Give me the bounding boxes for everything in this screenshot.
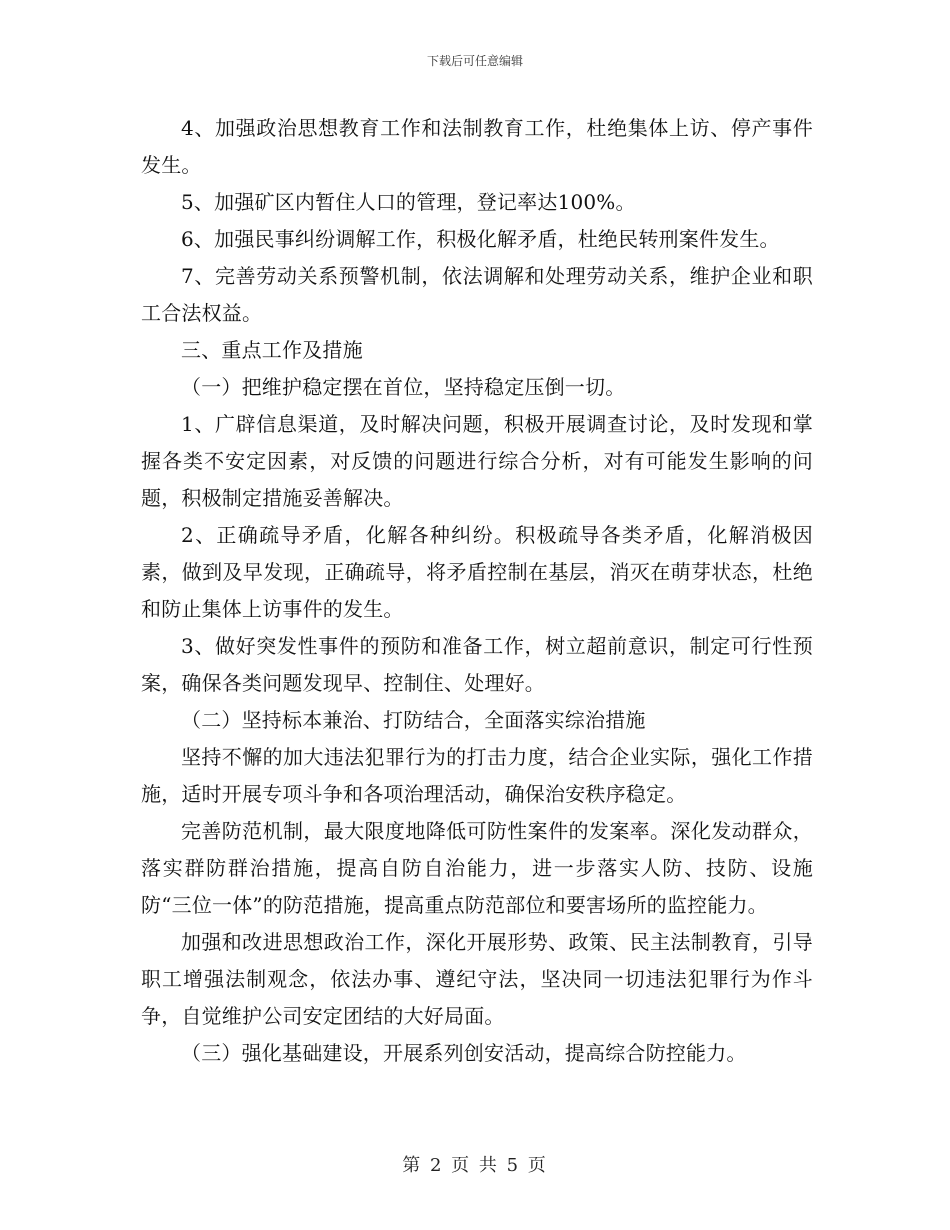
paragraph-measure-1: 1、广辟信息渠道，及时解决问题，积极开展调查讨论，及时发现和掌握各类不安定因素，对反馈的问题进行综合分析，对有可能发生影响的问题，积极制定措施妥善解决。 [141, 412, 813, 510]
paragraph-item-5: 5、加强矿区内暂住人口的管理，登记率达100%。 [181, 190, 636, 214]
subsection-heading-3: （三）强化基础建设，开展系列创安活动，提高综合防控能力。 [181, 1041, 747, 1065]
paragraph-crackdown: 坚持不懈的加大违法犯罪行为的打击力度，结合企业实际，强化工作措施，适时开展专项斗争和各项治理活动，确保治安秩序稳定。 [141, 745, 813, 806]
paragraph-measure-3: 3、做好突发性事件的预防和准备工作，树立超前意识，制定可行性预案，确保各类问题发现早、控制住、处理好。 [141, 634, 813, 695]
subsection-heading-1: （一）把维护稳定摆在首位，坚持稳定压倒一切。 [181, 375, 626, 399]
section-heading-key-work: 三、重点工作及措施 [181, 338, 363, 362]
paragraph-political-work: 加强和改进思想政治工作，深化开展形势、政策、民主法制教育，引导职工增强法制观念，依法办事、遵纪守法，坚决同一切违法犯罪行为作斗争，自觉维护公司安定团结的大好局面。 [141, 930, 813, 1028]
page-number: 第 2 页 共 5 页 [402, 1155, 548, 1176]
paragraph-item-7: 7、完善劳动关系预警机制，依法调解和处理劳动关系，维护企业和职工合法权益。 [141, 264, 813, 325]
paragraph-item-6: 6、加强民事纠纷调解工作，积极化解矛盾，杜绝民转刑案件发生。 [181, 227, 780, 251]
subsection-heading-2: （二）坚持标本兼治、打防结合，全面落实综治措施 [181, 708, 646, 732]
paragraph-measure-2: 2、正确疏导矛盾，化解各种纠纷。积极疏导各类矛盾，化解消极因素，做到及早发现，正确疏导，将矛盾控制在基层，消灭在萌芽状态，杜绝和防止集体上访事件的发生。 [141, 523, 813, 621]
document-body [141, 110, 813, 1072]
paragraph-item-4: 4、加强政治思想教育工作和法制教育工作，杜绝集体上访、停产事件发生。 [141, 116, 813, 177]
page-header-note: 下载后可任意编辑 [426, 54, 523, 68]
paragraph-prevention: 完善防范机制，最大限度地降低可防性案件的发案率。深化发动群众，落实群防群治措施，提高自防自治能力，进一步落实人防、技防、设施防“三位一体”的防范措施，提高重点防范部位和要害场所的监控能力。 [141, 819, 813, 917]
